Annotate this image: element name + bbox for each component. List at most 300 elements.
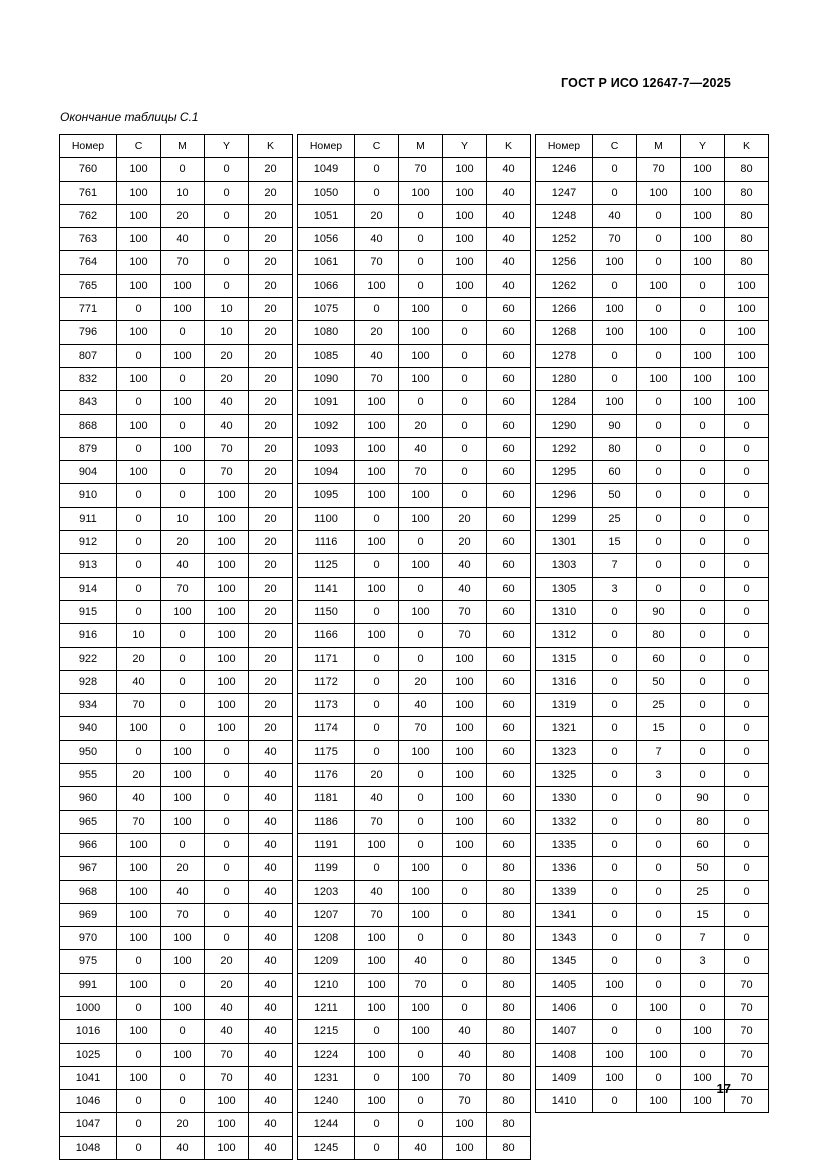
column-header-k: K xyxy=(487,135,531,158)
table-row xyxy=(60,1020,293,1043)
cell-number: 975 xyxy=(60,950,117,973)
cell-value: 100 xyxy=(399,857,443,880)
cell-value: 100 xyxy=(355,274,399,297)
cell-number: 1191 xyxy=(298,833,355,856)
cell-value: 0 xyxy=(593,600,637,623)
table-row xyxy=(298,344,531,367)
cell-value: 40 xyxy=(249,1066,293,1089)
cell-value: 100 xyxy=(399,344,443,367)
cell-value: 0 xyxy=(681,274,725,297)
column-header-number: Номер xyxy=(298,135,355,158)
cell-value: 0 xyxy=(161,321,205,344)
cell-value: 0 xyxy=(355,507,399,530)
cell-number: 1047 xyxy=(60,1113,117,1136)
cell-value: 0 xyxy=(443,927,487,950)
cell-value: 20 xyxy=(249,717,293,740)
cell-number: 1299 xyxy=(536,507,593,530)
cell-number: 832 xyxy=(60,367,117,390)
cell-value: 0 xyxy=(355,181,399,204)
cell-value: 0 xyxy=(725,531,769,554)
cell-value: 0 xyxy=(593,787,637,810)
cell-value: 100 xyxy=(117,274,161,297)
cell-value: 60 xyxy=(487,554,531,577)
cell-value: 0 xyxy=(443,437,487,460)
cell-value: 0 xyxy=(355,647,399,670)
cell-value: 100 xyxy=(117,1066,161,1089)
table-row xyxy=(536,600,769,623)
cell-value: 100 xyxy=(593,973,637,996)
cell-value: 20 xyxy=(249,461,293,484)
cell-value: 100 xyxy=(399,903,443,926)
cell-value: 0 xyxy=(725,810,769,833)
cell-number: 1203 xyxy=(298,880,355,903)
cell-value: 10 xyxy=(117,624,161,647)
cell-value: 0 xyxy=(593,181,637,204)
table-row xyxy=(298,624,531,647)
cell-value: 20 xyxy=(205,367,249,390)
cell-value: 0 xyxy=(637,391,681,414)
cell-value: 0 xyxy=(443,484,487,507)
page-number: 17 xyxy=(716,1081,731,1096)
cell-value: 0 xyxy=(681,694,725,717)
cell-value: 0 xyxy=(593,857,637,880)
cell-value: 0 xyxy=(399,764,443,787)
cell-number: 1093 xyxy=(298,437,355,460)
cell-value: 20 xyxy=(249,507,293,530)
table-row xyxy=(536,531,769,554)
cell-value: 0 xyxy=(117,950,161,973)
cell-value: 100 xyxy=(161,437,205,460)
cell-value: 0 xyxy=(725,764,769,787)
cell-value: 0 xyxy=(681,647,725,670)
cell-value: 100 xyxy=(443,833,487,856)
cell-value: 0 xyxy=(161,833,205,856)
cell-value: 0 xyxy=(161,158,205,181)
cell-number: 762 xyxy=(60,204,117,227)
column-header-number: Номер xyxy=(536,135,593,158)
cell-value: 0 xyxy=(681,973,725,996)
cell-value: 0 xyxy=(681,740,725,763)
cell-value: 0 xyxy=(117,484,161,507)
cell-value: 0 xyxy=(637,787,681,810)
table-row xyxy=(60,810,293,833)
cell-value: 60 xyxy=(487,810,531,833)
cell-value: 0 xyxy=(161,1020,205,1043)
cell-number: 1173 xyxy=(298,694,355,717)
cell-value: 20 xyxy=(355,204,399,227)
cell-value: 0 xyxy=(593,996,637,1019)
cell-value: 60 xyxy=(681,833,725,856)
cell-value: 0 xyxy=(399,1043,443,1066)
cell-value: 20 xyxy=(355,321,399,344)
cell-value: 70 xyxy=(205,437,249,460)
cell-number: 1310 xyxy=(536,600,593,623)
cell-value: 0 xyxy=(355,600,399,623)
cell-value: 0 xyxy=(205,927,249,950)
cell-value: 0 xyxy=(681,507,725,530)
cell-value: 60 xyxy=(487,531,531,554)
cell-number: 1211 xyxy=(298,996,355,1019)
cell-value: 0 xyxy=(681,624,725,647)
cell-value: 100 xyxy=(355,577,399,600)
cell-value: 100 xyxy=(443,204,487,227)
cell-value: 100 xyxy=(443,181,487,204)
cell-number: 1075 xyxy=(298,298,355,321)
cell-value: 100 xyxy=(443,740,487,763)
cell-value: 0 xyxy=(681,764,725,787)
cell-value: 0 xyxy=(637,927,681,950)
cell-value: 20 xyxy=(249,437,293,460)
cell-value: 60 xyxy=(487,694,531,717)
cell-value: 0 xyxy=(117,740,161,763)
cell-value: 0 xyxy=(399,228,443,251)
cell-value: 100 xyxy=(205,1090,249,1113)
cell-value: 0 xyxy=(443,391,487,414)
cell-value: 10 xyxy=(161,181,205,204)
cell-value: 100 xyxy=(205,507,249,530)
table-row xyxy=(60,251,293,274)
table-row xyxy=(60,1043,293,1066)
cell-value: 60 xyxy=(487,787,531,810)
table-columns-container xyxy=(59,134,769,1160)
data-table-block-1 xyxy=(59,134,293,1160)
cell-number: 1330 xyxy=(536,787,593,810)
cell-number: 966 xyxy=(60,833,117,856)
cell-value: 80 xyxy=(681,810,725,833)
cell-value: 100 xyxy=(681,1066,725,1089)
cell-value: 100 xyxy=(355,833,399,856)
column-header-c: C xyxy=(355,135,399,158)
cell-number: 1345 xyxy=(536,950,593,973)
cell-value: 0 xyxy=(443,367,487,390)
cell-value: 20 xyxy=(249,228,293,251)
cell-value: 0 xyxy=(725,554,769,577)
cell-value: 0 xyxy=(681,600,725,623)
cell-value: 7 xyxy=(681,927,725,950)
cell-value: 0 xyxy=(681,437,725,460)
cell-value: 20 xyxy=(399,414,443,437)
column-header-c: C xyxy=(117,135,161,158)
cell-value: 0 xyxy=(637,810,681,833)
cell-value: 0 xyxy=(117,298,161,321)
cell-value: 0 xyxy=(205,158,249,181)
cell-value: 100 xyxy=(205,1113,249,1136)
cell-value: 60 xyxy=(487,624,531,647)
cell-value: 0 xyxy=(161,717,205,740)
cell-value: 0 xyxy=(725,950,769,973)
cell-value: 0 xyxy=(637,950,681,973)
cell-value: 40 xyxy=(487,228,531,251)
cell-value: 60 xyxy=(487,764,531,787)
cell-number: 1210 xyxy=(298,973,355,996)
cell-value: 100 xyxy=(399,321,443,344)
cell-value: 0 xyxy=(205,228,249,251)
cell-number: 1000 xyxy=(60,996,117,1019)
table-row xyxy=(60,857,293,880)
table-row xyxy=(536,414,769,437)
cell-value: 0 xyxy=(681,321,725,344)
cell-value: 100 xyxy=(681,367,725,390)
cell-number: 1080 xyxy=(298,321,355,344)
cell-value: 80 xyxy=(487,1090,531,1113)
cell-value: 20 xyxy=(161,857,205,880)
cell-value: 0 xyxy=(355,554,399,577)
cell-number: 968 xyxy=(60,880,117,903)
cell-value: 20 xyxy=(205,344,249,367)
cell-number: 879 xyxy=(60,437,117,460)
cell-number: 1262 xyxy=(536,274,593,297)
cell-value: 100 xyxy=(205,577,249,600)
cell-value: 40 xyxy=(355,787,399,810)
cell-value: 40 xyxy=(443,1020,487,1043)
cell-value: 3 xyxy=(637,764,681,787)
cell-value: 70 xyxy=(399,717,443,740)
cell-value: 0 xyxy=(161,694,205,717)
cell-number: 1266 xyxy=(536,298,593,321)
cell-number: 1278 xyxy=(536,344,593,367)
cell-value: 0 xyxy=(725,903,769,926)
cell-number: 1048 xyxy=(60,1136,117,1159)
cell-value: 60 xyxy=(487,461,531,484)
cell-value: 60 xyxy=(487,833,531,856)
cell-value: 20 xyxy=(205,950,249,973)
cell-value: 100 xyxy=(681,391,725,414)
cell-value: 70 xyxy=(443,1090,487,1113)
cell-value: 0 xyxy=(355,1020,399,1043)
cell-number: 915 xyxy=(60,600,117,623)
table-row xyxy=(60,903,293,926)
cell-number: 912 xyxy=(60,531,117,554)
cell-value: 80 xyxy=(487,927,531,950)
cell-value: 3 xyxy=(681,950,725,973)
cell-value: 0 xyxy=(725,740,769,763)
table-row xyxy=(60,554,293,577)
cell-value: 100 xyxy=(443,251,487,274)
cell-number: 1252 xyxy=(536,228,593,251)
cell-value: 0 xyxy=(355,298,399,321)
column-header-c: C xyxy=(593,135,637,158)
cell-value: 100 xyxy=(593,298,637,321)
cell-number: 1321 xyxy=(536,717,593,740)
table-row xyxy=(60,531,293,554)
cell-number: 1410 xyxy=(536,1090,593,1113)
cell-value: 20 xyxy=(249,391,293,414)
cell-value: 40 xyxy=(593,204,637,227)
table-body-3 xyxy=(536,158,769,1113)
cell-value: 100 xyxy=(443,228,487,251)
table-row xyxy=(298,973,531,996)
cell-number: 1041 xyxy=(60,1066,117,1089)
table-row xyxy=(536,181,769,204)
cell-value: 0 xyxy=(681,1043,725,1066)
cell-value: 0 xyxy=(637,973,681,996)
cell-number: 1186 xyxy=(298,810,355,833)
cell-value: 80 xyxy=(487,1136,531,1159)
cell-value: 0 xyxy=(593,670,637,693)
cell-number: 1409 xyxy=(536,1066,593,1089)
table-row xyxy=(536,670,769,693)
table-row xyxy=(60,484,293,507)
cell-number: 1171 xyxy=(298,647,355,670)
cell-value: 100 xyxy=(355,624,399,647)
cell-value: 80 xyxy=(487,996,531,1019)
table-row xyxy=(60,973,293,996)
cell-value: 0 xyxy=(681,996,725,1019)
cell-number: 1150 xyxy=(298,600,355,623)
table-row xyxy=(298,414,531,437)
table-row xyxy=(298,251,531,274)
cell-value: 50 xyxy=(593,484,637,507)
cell-value: 100 xyxy=(117,461,161,484)
cell-number: 1240 xyxy=(298,1090,355,1113)
cell-value: 0 xyxy=(443,857,487,880)
cell-number: 950 xyxy=(60,740,117,763)
cell-number: 796 xyxy=(60,321,117,344)
table-row xyxy=(298,298,531,321)
cell-value: 100 xyxy=(681,344,725,367)
cell-value: 100 xyxy=(355,996,399,1019)
cell-number: 1325 xyxy=(536,764,593,787)
cell-value: 20 xyxy=(249,204,293,227)
table-row xyxy=(298,274,531,297)
cell-value: 0 xyxy=(593,903,637,926)
table-row xyxy=(60,1113,293,1136)
cell-value: 40 xyxy=(249,1020,293,1043)
cell-number: 1339 xyxy=(536,880,593,903)
cell-value: 0 xyxy=(593,274,637,297)
cell-value: 100 xyxy=(637,181,681,204)
cell-value: 20 xyxy=(117,647,161,670)
cell-value: 0 xyxy=(443,461,487,484)
cell-number: 1125 xyxy=(298,554,355,577)
cell-value: 60 xyxy=(487,717,531,740)
cell-value: 0 xyxy=(117,996,161,1019)
cell-value: 0 xyxy=(355,1113,399,1136)
cell-value: 0 xyxy=(205,857,249,880)
cell-value: 0 xyxy=(637,903,681,926)
table-row xyxy=(298,740,531,763)
cell-value: 100 xyxy=(593,1043,637,1066)
cell-value: 100 xyxy=(637,1043,681,1066)
cell-value: 70 xyxy=(725,1043,769,1066)
cell-number: 1247 xyxy=(536,181,593,204)
cell-number: 1090 xyxy=(298,367,355,390)
cell-value: 80 xyxy=(725,251,769,274)
cell-value: 0 xyxy=(205,204,249,227)
cell-value: 60 xyxy=(593,461,637,484)
cell-value: 80 xyxy=(487,857,531,880)
table-row xyxy=(60,274,293,297)
cell-value: 100 xyxy=(681,228,725,251)
cell-value: 100 xyxy=(725,391,769,414)
cell-value: 0 xyxy=(117,1043,161,1066)
cell-value: 100 xyxy=(355,437,399,460)
cell-value: 70 xyxy=(399,158,443,181)
cell-value: 70 xyxy=(443,1066,487,1089)
cell-value: 0 xyxy=(205,787,249,810)
cell-number: 1116 xyxy=(298,531,355,554)
cell-value: 15 xyxy=(637,717,681,740)
cell-value: 25 xyxy=(681,880,725,903)
cell-number: 761 xyxy=(60,181,117,204)
cell-number: 1319 xyxy=(536,694,593,717)
cell-value: 0 xyxy=(355,670,399,693)
cell-value: 40 xyxy=(249,810,293,833)
cell-number: 1100 xyxy=(298,507,355,530)
cell-value: 0 xyxy=(593,764,637,787)
cell-value: 100 xyxy=(117,973,161,996)
cell-value: 70 xyxy=(117,694,161,717)
cell-value: 40 xyxy=(205,391,249,414)
cell-value: 100 xyxy=(443,717,487,740)
table-row xyxy=(536,624,769,647)
cell-value: 0 xyxy=(593,158,637,181)
cell-value: 0 xyxy=(399,927,443,950)
table-row xyxy=(536,204,769,227)
cell-value: 70 xyxy=(205,1043,249,1066)
cell-number: 1332 xyxy=(536,810,593,833)
cell-value: 0 xyxy=(637,344,681,367)
cell-value: 25 xyxy=(593,507,637,530)
table-row xyxy=(298,391,531,414)
table-row xyxy=(536,461,769,484)
cell-value: 100 xyxy=(637,274,681,297)
cell-number: 1061 xyxy=(298,251,355,274)
cell-value: 0 xyxy=(725,507,769,530)
table-row xyxy=(536,554,769,577)
cell-value: 0 xyxy=(725,833,769,856)
cell-value: 100 xyxy=(399,554,443,577)
table-row xyxy=(60,1066,293,1089)
table-row xyxy=(60,647,293,670)
cell-number: 991 xyxy=(60,973,117,996)
table-row xyxy=(536,740,769,763)
cell-number: 1408 xyxy=(536,1043,593,1066)
cell-value: 20 xyxy=(205,973,249,996)
cell-value: 40 xyxy=(355,880,399,903)
cell-number: 1181 xyxy=(298,787,355,810)
cell-value: 70 xyxy=(443,624,487,647)
cell-value: 0 xyxy=(593,833,637,856)
cell-value: 60 xyxy=(487,391,531,414)
table-row xyxy=(60,927,293,950)
cell-value: 0 xyxy=(161,973,205,996)
cell-value: 0 xyxy=(399,1113,443,1136)
cell-value: 40 xyxy=(249,833,293,856)
cell-value: 0 xyxy=(443,880,487,903)
table-row xyxy=(60,1136,293,1159)
cell-value: 0 xyxy=(399,251,443,274)
cell-value: 0 xyxy=(161,1066,205,1089)
cell-value: 100 xyxy=(355,973,399,996)
cell-value: 100 xyxy=(725,344,769,367)
table-row xyxy=(60,507,293,530)
cell-value: 20 xyxy=(161,531,205,554)
cell-value: 80 xyxy=(725,204,769,227)
cell-number: 1295 xyxy=(536,461,593,484)
table-row xyxy=(536,437,769,460)
cell-value: 0 xyxy=(399,1090,443,1113)
cell-value: 100 xyxy=(355,1090,399,1113)
table-row xyxy=(298,321,531,344)
cell-number: 1016 xyxy=(60,1020,117,1043)
cell-number: 1323 xyxy=(536,740,593,763)
cell-number: 1209 xyxy=(298,950,355,973)
cell-value: 0 xyxy=(117,531,161,554)
column-header-number: Номер xyxy=(60,135,117,158)
cell-number: 940 xyxy=(60,717,117,740)
cell-value: 80 xyxy=(487,1043,531,1066)
